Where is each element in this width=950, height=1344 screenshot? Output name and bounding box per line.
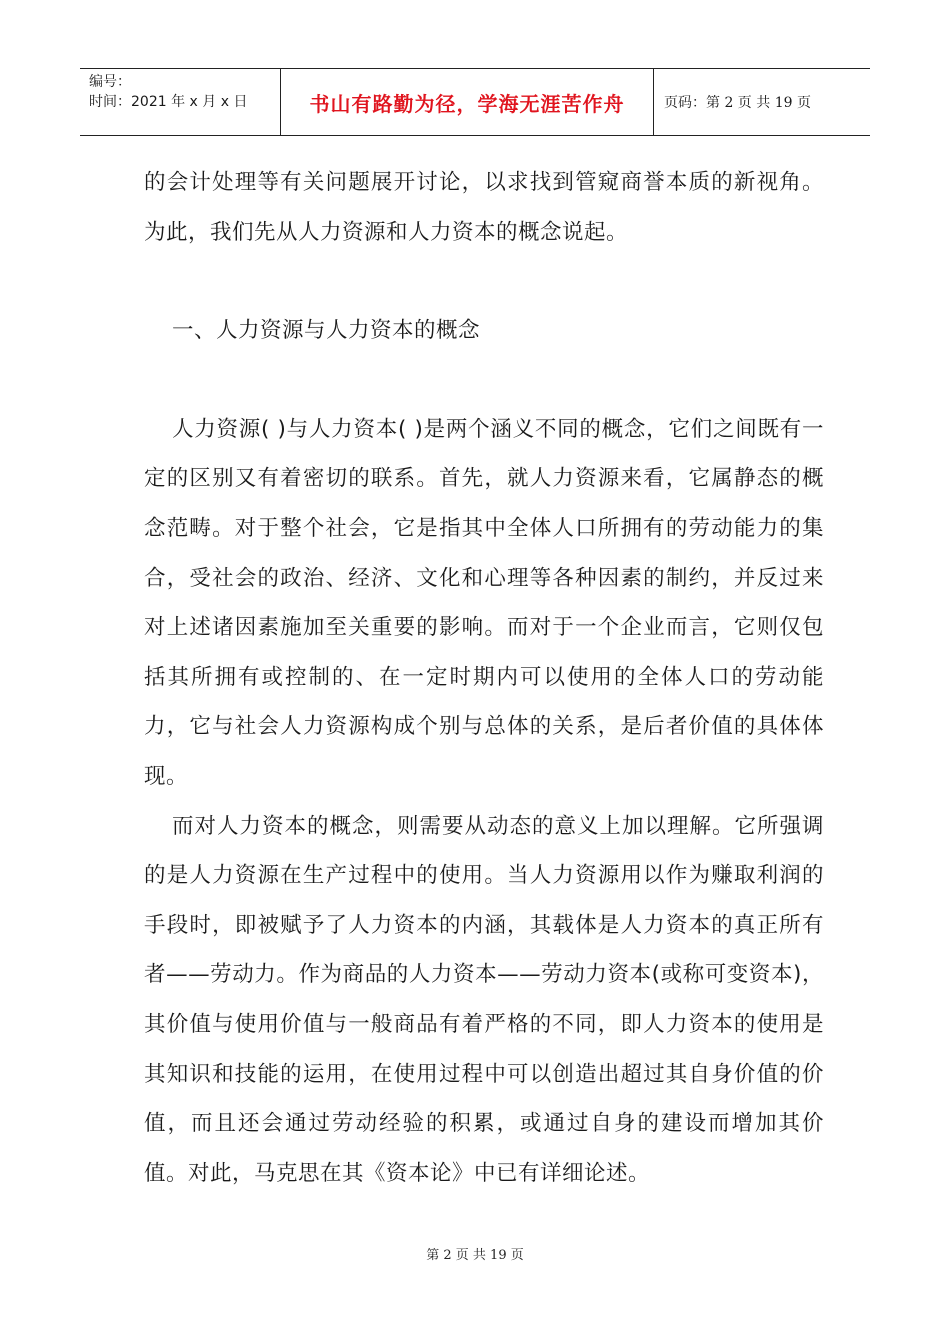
- page-header: [80, 68, 870, 136]
- intro-paragraph: 的会计处理等有关问题展开讨论，以求找到管窥商誉本质的新视角。为此，我们先从人力资源和人力资本的概念说起。: [144, 170, 824, 245]
- section-heading: 一、人力资源与人力资本的概念: [172, 318, 481, 344]
- body-paragraph-2: 而对人力资本的概念，则需要从动态的意义上加以理解。它所强调的是人力资源在生产过程中的使用。当人力资源用以作为赚取利润的手段时，即被赋予了人力资本的内涵，其载体是人力资本的真正所有者——劳动力。作为商品的人力资本——劳动力资本(或称可变资本)，其价值与使用价值与一般商品有着严格的不同，即人力资本的使用是其知识和技能的运用，在使用过程中可以创造出超过其自身价值的价值，而且还会通过劳动经验的积累，或通过自身的建设而增加其价值。对此，马克思在其《资本论》中已有详细论述。: [144, 813, 824, 1186]
- body-paragraph-1: 人力资源( )与人力资本( )是两个涵义不同的概念，它们之间既有一定的区别又有着密切的联系。首先，就人力资源来看，它属静态的概念范畴。对于整个社会，它是指其中全体人口所拥有的劳动能力的集合，受社会的政治、经济、文化和心理等各种因素的制约，并反过来对上述诸因素施加至关重要的影响。而对于一个企业而言，它则仅包括其所拥有或控制的、在一定时期内可以使用的全体人口的劳动能力，它与社会人力资源构成个别与总体的关系，是后者价值的具体体现。: [144, 416, 824, 789]
- header-meta: [80, 69, 281, 135]
- header-motto: 书山有路勤为径，学海无涯苦作舟: [281, 69, 654, 135]
- document-body: [144, 158, 824, 1198]
- page-footer: 第 2 页 共 19 页: [426, 1248, 524, 1263]
- date-label: 时间：2021 年 x 月 x 日: [89, 94, 248, 110]
- number-label: 编号：: [89, 74, 131, 90]
- header-page-info: 页码：第 2 页 共 19 页: [664, 95, 811, 111]
